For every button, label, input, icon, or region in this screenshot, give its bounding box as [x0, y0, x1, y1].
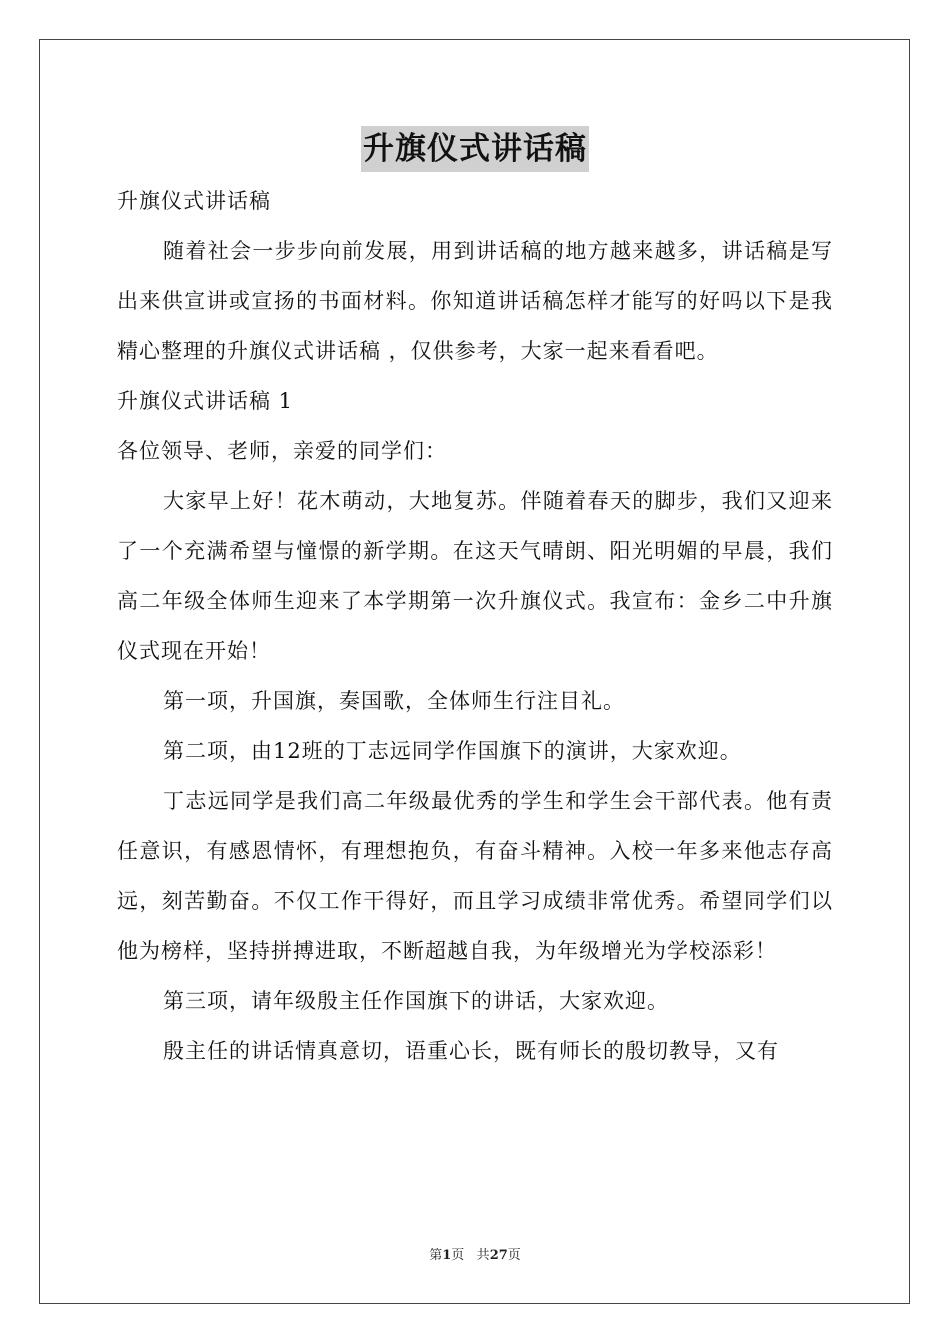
paragraph: 升旗仪式讲话稿 1: [117, 389, 294, 413]
total-pages: 27: [489, 1248, 508, 1263]
title-container: [0, 126, 950, 172]
paragraph: 第一项，升国旗，奏国歌，全体师生行注目礼。: [163, 689, 625, 713]
total-prefix: 共: [476, 1248, 490, 1263]
paragraph: 各位领导、老师，亲爱的同学们：: [117, 439, 447, 463]
paragraph: 随着社会一步步向前发展，用到讲话稿的地方越来越多，讲话稿是写出来供宣讲或宣扬的书面材料。你知道讲话稿怎样才能写的好吗以下是我精心整理的升旗仪式讲话稿 ，仅供参考，大家一起来看看吧。: [117, 239, 833, 363]
page-prefix: 第: [429, 1248, 443, 1263]
total-suffix: 页: [507, 1248, 521, 1263]
paragraph: 升旗仪式讲话稿: [117, 189, 271, 213]
paragraph: 第二项，由12班的丁志远同学作国旗下的演讲，大家欢迎。: [163, 739, 742, 763]
paragraph: 第三项，请年级殷主任作国旗下的讲话，大家欢迎。: [163, 989, 669, 1013]
paragraph: 殷主任的讲话情真意切，语重心长，既有师长的殷切教导，又有: [163, 1039, 779, 1063]
page-number: 1: [442, 1248, 452, 1263]
page-suffix: 页: [451, 1248, 465, 1263]
document-body: [117, 176, 833, 1076]
paragraph: 大家早上好！花木萌动，大地复苏。伴随着春天的脚步，我们又迎来了一个充满希望与憧憬的新学期。在这天气晴朗、阳光明媚的早晨，我们高二年级全体师生迎来了本学期第一次升旗仪式。我宣布：金乡二中升旗仪式现在开始！: [117, 489, 833, 663]
document-title: 升旗仪式讲话稿: [361, 126, 589, 172]
paragraph: 丁志远同学是我们高二年级最优秀的学生和学生会干部代表。他有责任意识，有感恩情怀，有理想抱负，有奋斗精神。入校一年多来他志存高远，刻苦勤奋。不仅工作干得好，而且学习成绩非常优秀。希望同学们以他为榜样，坚持拼搏进取，不断超越自我，为年级增光为学校添彩！: [117, 789, 833, 963]
page-footer: [0, 1244, 950, 1263]
